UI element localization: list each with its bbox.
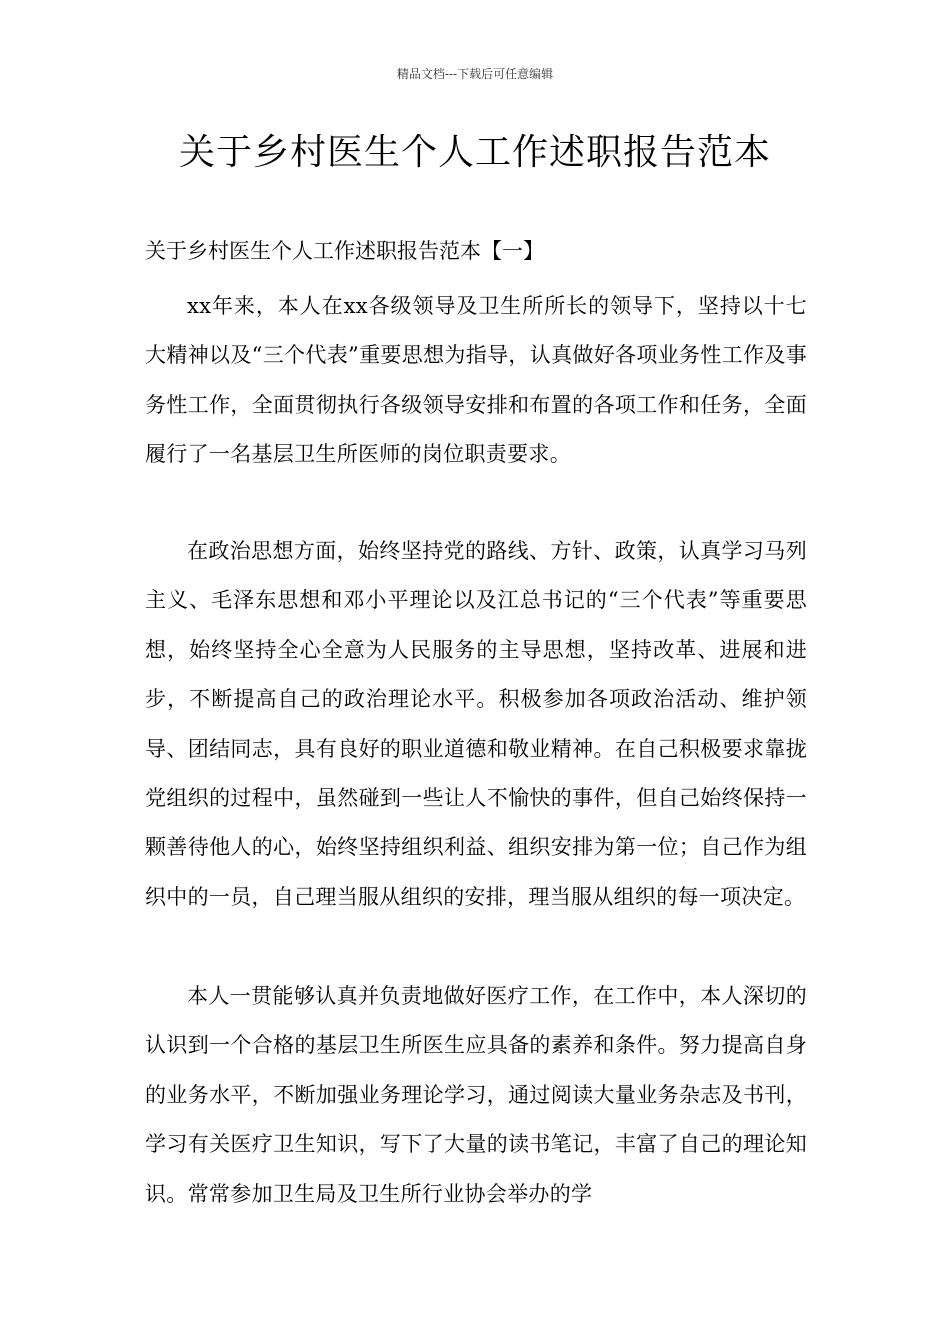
section-subtitle: 关于乡村医生个人工作述职报告范本【一】: [145, 239, 544, 263]
header-note: 精品文档---下载后可任意编辑: [396, 67, 554, 81]
paragraph-3: 本人一贯能够认真并负责地做好医疗工作，在工作中，本人深切的认识到一个合格的基层卫生所医生应具备的素养和条件。努力提高自身的业务水平，不断加强业务理论学习，通过阅读大量业务杂志及书刊，学习有关医疗卫生知识，写下了大量的读书笔记，丰富了自己的理论知识。常常参加卫生局及卫生所行业协会举办的学: [145, 984, 807, 1206]
paragraph-1: xx年来，本人在xx各级领导及卫生所所长的领导下，坚持以十七大精神以及“三个代表”重要思想为指导，认真做好各项业务性工作及事务性工作，全面贯彻执行各级领导安排和布置的各项工作和任务，全面履行了一名基层卫生所医师的岗位职责要求。: [145, 294, 807, 467]
document-title: 关于乡村医生个人工作述职报告范本: [178, 132, 771, 173]
paragraph-2: 在政治思想方面，始终坚持党的路线、方针、政策，认真学习马列主义、毛泽东思想和邓小平理论以及江总书记的“三个代表”等重要思想，始终坚持全心全意为人民服务的主导思想，坚持改革、进展和进步，不断提高自己的政治理论水平。积极参加各项政治活动、维护领导、团结同志，具有良好的职业道德和敬业精神。在自己积极要求靠拢党组织的过程中，虽然碰到一些让人不愉快的事件，但自己始终保持一颗善待他人的心，始终坚持组织利益、组织安排为第一位；自己作为组织中的一员，自己理当服从组织的安排，理当服从组织的每一项决定。: [145, 539, 807, 909]
